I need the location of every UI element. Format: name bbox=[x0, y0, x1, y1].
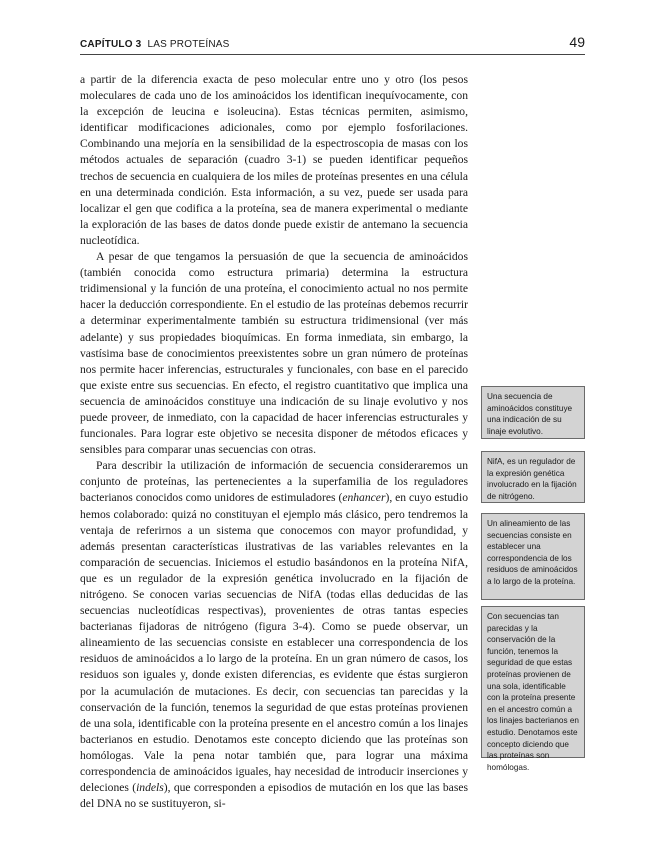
term-enhancer: enhancer bbox=[342, 491, 386, 505]
paragraph-3-text-c: ), que corresponden a episodios de mutación en los que las bases del DNA no se sustituyeron, si- bbox=[80, 781, 469, 811]
paragraph-1: a partir de la diferencia exacta de peso molecular entre uno y otro (los pesos moleculares de cada uno de los aminoácidos los identifican inequívocamente, con la excepción de leucina e isoleucina). Estas técnicas permiten, asimismo, identificar modificaciones adicionales, como por ejemplo fosforilaciones. Combinando una mejoría en la sensibilidad de la espectroscopia de masas con los métodos actuales de separación (cuadro 3-1) se pueden identificar pequeños trechos de secuencia en cualquiera de los miles de proteínas presentes en una célula en una determinada condición. Esta información, a su vez, puede ser usada para localizar el gen que codifica a la proteína, sea de manera experimental o mediante la exploración de las bases de datos donde puede existir de antemano la secuencia nucleotídica. bbox=[80, 73, 468, 247]
paragraph-3-text-b: ), en cuyo estudio hemos colaborado: quizá no constituyan el ejemplo más clásico, pero tendremos la ventaja de referirnos a un sistema que conocemos con mayor profundidad, y además presentan características ilustrativas de las variables relevantes en la comparación de secuencias. Iniciemos el estudio basándonos en la proteína NifA, que es un regulador de la expresión genética involucrado en la fijación de nitrógeno. Se conocen varias secuencias de NifA (todas ellas deducidas de las secuencias nucleotídicas respectivas), provenientes de otras tantas especies bacterianas fijadoras de nitrógeno (figura 3-4). Como se puede observar, un alineamiento de las secuencias consiste en establecer una correspondencia de los residuos de aminoácidos a lo largo de la proteína. En un gran número de casos, los residuos son iguales y, donde existen diferencias, es evidente que éstas surgieron por la acumulación de mutaciones. Es decir, con secuencias tan parecidas y la conservación de la función, tenemos la seguridad de que estas proteínas provienen de una sola, identificable con la proteína presente en el ancestro común a los linajes bacterianos en estudio. Denotamos este concepto diciendo que las proteínas son homólogas. Vale la pena notar también que, para lograr una máxima correspondencia de aminoácidos iguales, hay necesidad de introducir inserciones y deleciones ( bbox=[80, 491, 468, 795]
paragraph-3-text-a: Para describir la utilización de información de secuencia consideraremos un conjunto de proteínas, las pertenecientes a la superfamilia de los reguladores bacterianos conocidos como unidores de estimuladores ( bbox=[80, 459, 468, 505]
chapter-heading bbox=[80, 39, 230, 50]
running-header bbox=[80, 34, 585, 55]
paragraph-2: A pesar de que tengamos la persuasión de que la secuencia de aminoácidos (también conocida como estructura primaria) determina la estructura tridimensional y la función de una proteína, el conocimiento actual no nos permite hacer la deducción correspondiente. En el estudio de las proteínas debemos recurrir a determinar experimentalmente también su estructura tridimensional (ver más adelante) y sus propiedades bioquímicas. En forma inmediata, sin embargo, la vastísima base de conocimientos preexistentes sobre un gran número de proteínas nos permite hacer inferencias, estructurales y funcionales, con base en el parecido que existe entre sus secuencias. En efecto, el registro cuantitativo que implica una secuencia de aminoácidos constituye una indicación de su linaje evolutivo y nos puede proveer, de inmediato, con la capacidad de hacer inferencias estructurales y funcionales. Para lograr este objetivo se necesita disponer de métodos eficaces y sensibles para comparar unas secuencias con otras. bbox=[80, 250, 468, 457]
margin-note-linaje: Una secuencia de aminoácidos constituye una indicación de su linaje evolutivo. bbox=[481, 386, 585, 439]
paragraph-3 bbox=[80, 458, 468, 812]
margin-note-nifa: NifA, es un regulador de la expresión genética involucrado en la fijación de nitrógeno. bbox=[481, 451, 585, 503]
term-indels: indels bbox=[136, 781, 164, 795]
margin-note-homologas: Con secuencias tan parecidas y la conservación de la función, tenemos la seguridad de que estas proteínas provienen de una sola, identificable con la proteína presente en el ancestro común a los linajes bacterianos en estudio. Denotamos este concepto diciendo que las proteínas son homólogas. bbox=[481, 606, 585, 758]
body-text bbox=[80, 72, 468, 812]
page-number: 49 bbox=[569, 34, 585, 50]
chapter-title: LAS PROTEÍNAS bbox=[147, 39, 230, 50]
margin-note-alineamiento: Un alineamiento de las secuencias consiste en establecer una correspondencia de los residuos de aminoácidos a lo largo de la proteína. bbox=[481, 513, 585, 600]
chapter-label: CAPÍTULO 3 bbox=[80, 39, 142, 50]
